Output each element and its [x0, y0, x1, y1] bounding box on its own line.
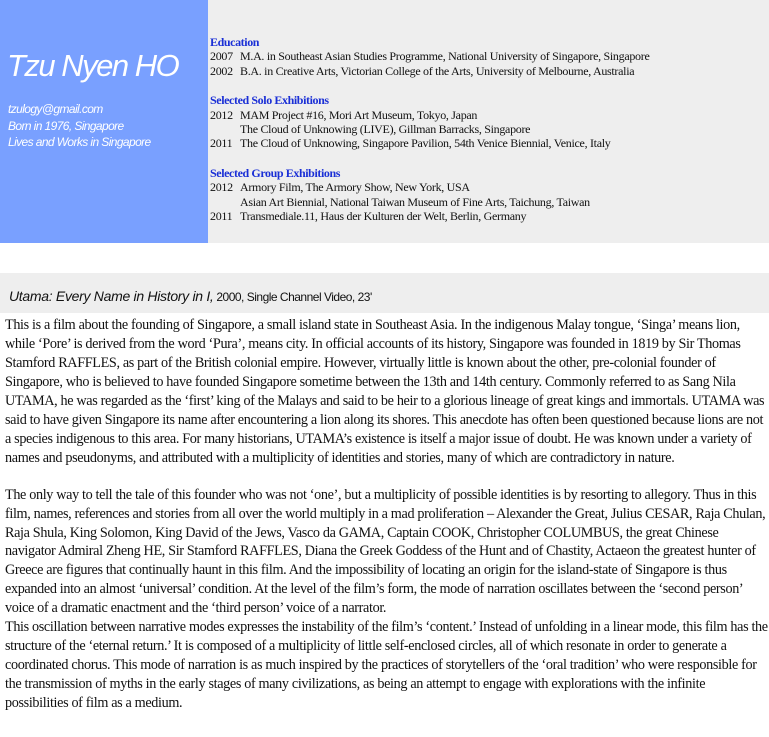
cv-year	[210, 195, 240, 209]
work-meta: 2000, Single Channel Video, 23'	[213, 290, 372, 304]
cv-text: Asian Art Biennial, National Taiwan Museum of Fine Arts, Taichung, Taiwan	[240, 194, 590, 209]
cv-entry	[210, 49, 765, 63]
description-paragraph: This is a film about the founding of Singapore, a small island state in Southeast Asia. In the indigenous Malay tongue, ‘Singa’ means lion, while ‘Pore’ is derived from the word ‘Pura’, means city. In official accounts of its history, Singapore was founded in 1819 by Sir Thomas Stamford RAFFLES, as part of the British colonial empire. However, virtually little is known about the other, pre-colonial founder of Singapore, who is believed to have founded Singapore sometime between the 13th and 14th century. Commonly referred to as Sang Nila UTAMA, he was regarded as the ‘first’ king of the Malays and said to be heir to a glorious lineage of great kings and immortals. UTAMA was said to have given Singapore its name after encountering a lion along its shores. This anecdote has often been questioned because lions are not a species indigenous to this area. For many historians, UTAMA’s existence is itself a major issue of doubt. He was known under a variety of names and pseudonyms, and attributed with a multiplicity of identities and stories, many of which are contradictory in nature.	[5, 317, 765, 466]
education-section	[210, 35, 765, 78]
description-paragraph: The only way to tell the tale of this founder who was not ‘one’, but a multiplicity of possible identities is by resorting to allegory. Thus in this film, names, references and stories from all over the world multiply in a mad proliferation – Alexander the Great, Julius CESAR, Raja Chulan, Raja Shula, King Solomon, King David of the Jews, Vasco da GAMA, Captain COOK, Christopher COLUMBUS, the great Chinese navigator Admiral Zheng HE, Sir Stamford RAFFLES, Diana the Greek Goddess of the Hunt and of Chastity, Actaeon the greatest hunter of Greece are figures that continually haunt in this film. And the impossibility of locating an origin for the island-state of Singapore is thus expanded into an almost ‘universal’ condition. At the level of the film’s form, the mode of narration oscillates between the ‘second person’ voice of a dramatic enactment and the ‘third person’ voice of a narrator.	[5, 486, 766, 617]
description-paragraph: This oscillation between narrative modes expresses the instability of the film’s ‘content.’ Instead of unfolding in a linear mode, this film has the structure of the ‘eternal return.’ It is composed of a multiplicity of little self-enclosed circles, all of which resonate in order to generate a coordinated chorus. This mode of narration is as much inspired by the practices of storytellers of the ‘oral tradition’ who were responsible for the transmission of myths in the early stages of many civilizations, as being an attempt to engage with explorations with the infinite possibilities of film as a medium.	[5, 619, 768, 712]
work-title	[9, 288, 372, 304]
contact-info	[8, 101, 151, 151]
work-description	[5, 316, 769, 713]
cv-year	[210, 122, 240, 136]
profile-panel	[0, 0, 208, 243]
work-title-name: Utama: Every Name in History in I,	[9, 288, 214, 304]
cv-year: 2011	[210, 209, 233, 224]
cv-entry	[210, 180, 765, 194]
artist-name: Tzu Nyen HO	[7, 48, 179, 83]
education-heading: Education	[210, 35, 260, 49]
cv-entry	[210, 64, 765, 78]
residence-info: Lives and Works in Singapore	[8, 135, 151, 149]
cv-year: 2011	[210, 136, 233, 151]
group-exhibitions-heading: Selected Group Exhibitions	[210, 165, 341, 180]
cv-entry	[210, 108, 765, 122]
cv-entry	[210, 195, 765, 209]
cv-text: Armory Film, The Armory Show, New York, USA	[240, 180, 470, 195]
cv-year: 2007	[210, 49, 233, 64]
cv-list	[210, 35, 765, 238]
solo-exhibitions-section	[210, 93, 765, 151]
cv-text: The Cloud of Unknowing, Singapore Pavilion, 54th Venice Biennial, Venice, Italy	[240, 136, 611, 151]
cv-text: B.A. in Creative Arts, Victorian College of the Arts, University of Melbourne, Australia	[240, 63, 635, 78]
cv-text: Transmediale.11, Haus der Kulturen der Welt, Berlin, Germany	[240, 209, 527, 224]
cv-year: 2012	[210, 107, 233, 122]
cv-year: 2012	[210, 180, 233, 195]
cv-entry	[210, 136, 765, 150]
solo-exhibitions-heading: Selected Solo Exhibitions	[210, 93, 329, 108]
birth-info: Born in 1976, Singapore	[8, 118, 124, 133]
cv-text: M.A. in Southeast Asian Studies Programme, National University of Singapore, Singapore	[240, 49, 650, 64]
cv-entry	[210, 209, 765, 223]
email-link[interactable]: tzulogy@gmail.com	[8, 102, 103, 116]
cv-year: 2002	[210, 63, 233, 78]
cv-entry	[210, 122, 765, 136]
cv-text: The Cloud of Unknowing (LIVE), Gillman Barracks, Singapore	[240, 122, 531, 137]
group-exhibitions-section	[210, 166, 765, 224]
cv-text: MAM Project #16, Mori Art Museum, Tokyo, Japan	[240, 107, 478, 122]
